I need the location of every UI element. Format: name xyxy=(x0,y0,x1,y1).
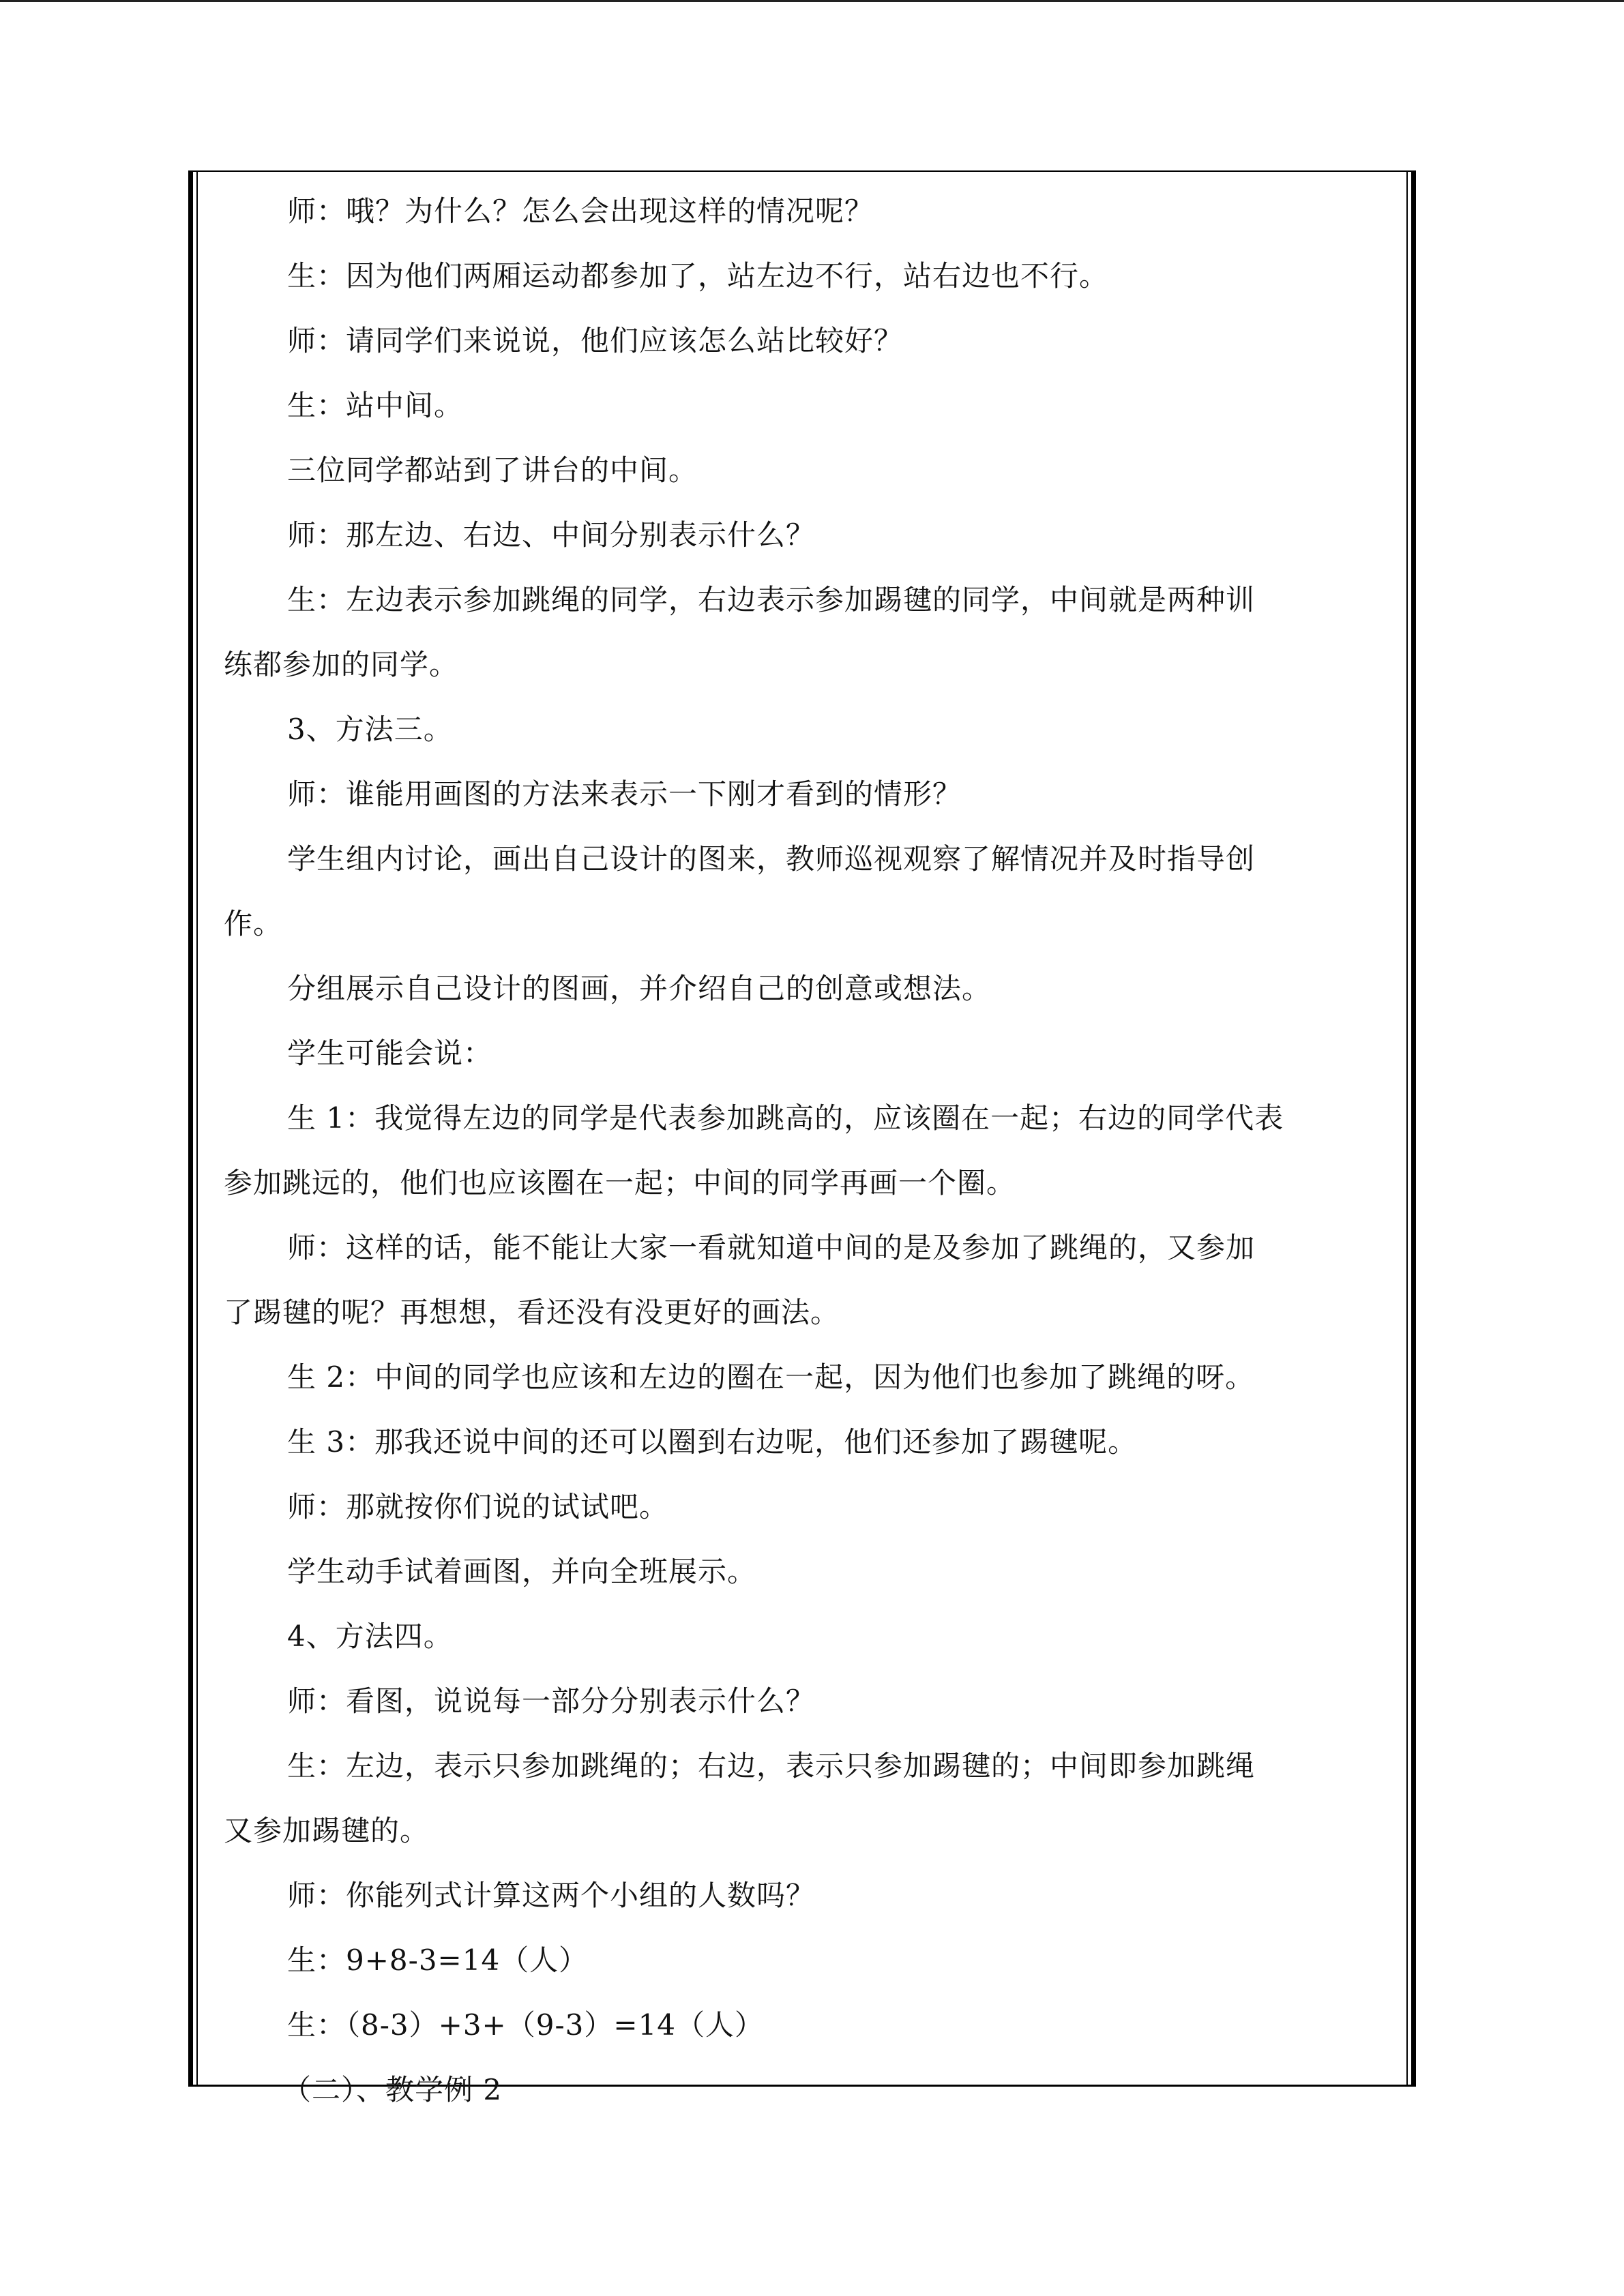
paragraph-line: 师：这样的话，能不能让大家一看就知道中间的是及参加了跳绳的，又参加 xyxy=(287,1231,1256,1264)
paragraph-line-continuation: 参加跳远的，他们也应该圈在一起；中间的同学再画一个圈。 xyxy=(224,1166,1016,1199)
paragraph-line: 学生组内讨论，画出自己设计的图来，教师巡视观察了解情况并及时指导创 xyxy=(287,842,1256,876)
paragraph-line: 师：你能列式计算这两个小组的人数吗？ xyxy=(287,1879,816,1912)
paragraph-line: 3、方法三。 xyxy=(287,713,453,746)
lesson-table-cell xyxy=(188,170,1416,2106)
paragraph-line: 生：9+8-3=14（人） xyxy=(287,1943,589,1977)
paragraph-line: 生：左边表示参加跳绳的同学，右边表示参加踢毽的同学，中间就是两种训 xyxy=(287,583,1256,616)
paragraph-line: 生：（8-3）+3+（9-3）=14（人） xyxy=(287,2008,765,2042)
section-heading: （二）、教学例 2 xyxy=(282,2073,503,2106)
paragraph-line: 生：站中间。 xyxy=(287,389,464,422)
paragraph-line: 师：请同学们来说说，他们应该怎么站比较好？ xyxy=(287,324,904,357)
paragraph-line: 生 1：我觉得左边的同学是代表参加跳高的，应该圈在一起；右边的同学代表 xyxy=(287,1101,1284,1135)
table-top-border xyxy=(188,170,1416,172)
paragraph-line: 师：看图，说说每一部分分别表示什么？ xyxy=(287,1684,816,1718)
paragraph-line: 学生可能会说： xyxy=(287,1037,493,1070)
paragraph-line-continuation: 作。 xyxy=(224,907,283,940)
paragraph-line: 师：谁能用画图的方法来表示一下刚才看到的情形？ xyxy=(287,777,962,811)
paragraph-line: 生：因为他们两厢运动都参加了，站左边不行，站右边也不行。 xyxy=(287,259,1109,293)
paragraph-line: 生 3：那我还说中间的还可以圈到右边呢，他们还参加了踢毽呢。 xyxy=(287,1425,1138,1459)
page-top-rule xyxy=(0,0,1624,2)
paragraph-line: 分组展示自己设计的图画，并介绍自己的创意或想法。 xyxy=(287,972,992,1005)
table-right-border-inner xyxy=(1406,170,1408,2087)
table-right-border-outer xyxy=(1411,170,1416,2087)
paragraph-line: 生 2：中间的同学也应该和左边的圈在一起，因为他们也参加了跳绳的呀。 xyxy=(287,1360,1255,1394)
paragraph-line: 生：左边，表示只参加跳绳的；右边，表示只参加踢毽的；中间即参加跳绳 xyxy=(287,1749,1256,1783)
paragraph-line: 4、方法四。 xyxy=(287,1620,453,1653)
paragraph-line: 师：哦？为什么？怎么会出现这样的情况呢？ xyxy=(287,194,874,228)
paragraph-line: 学生动手试着画图，并向全班展示。 xyxy=(287,1555,757,1588)
paragraph-line-continuation: 了踢毽的呢？再想想，看还没有没更好的画法。 xyxy=(224,1296,840,1329)
paragraph-line: 三位同学都站到了讲台的中间。 xyxy=(287,453,698,487)
paragraph-line: 师：那左边、右边、中间分别表示什么？ xyxy=(287,518,816,552)
paragraph-line-continuation: 又参加踢毽的。 xyxy=(224,1814,430,1847)
table-left-border-outer xyxy=(188,170,193,2087)
table-left-border-inner xyxy=(196,170,198,2087)
paragraph-line-continuation: 练都参加的同学。 xyxy=(224,648,459,681)
paragraph-line: 师：那就按你们说的试试吧。 xyxy=(287,1490,669,1523)
